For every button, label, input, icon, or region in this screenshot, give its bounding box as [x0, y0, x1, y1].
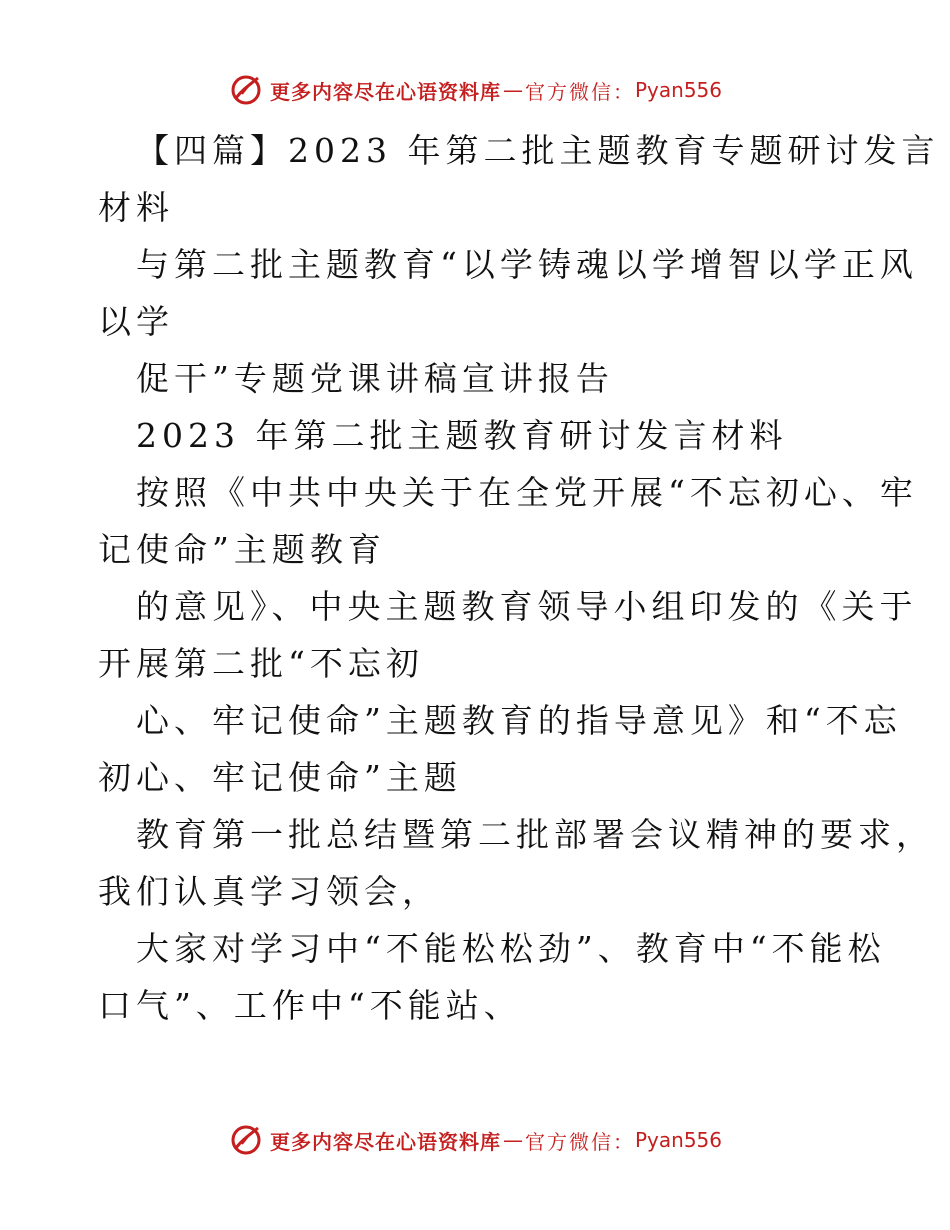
paragraph-line: 按照《中共中央关于在全党开展“不忘初心、牢: [136, 473, 918, 512]
title-line-2: 材料: [98, 188, 174, 227]
paragraph-line: 教育第一批总结暨第二批部署会议精神的要求，: [136, 815, 934, 854]
subtitle-line-2: 以学: [98, 302, 174, 341]
document-body: [98, 122, 940, 1034]
quill-swirl-icon: [228, 1122, 264, 1158]
watermark-separator: —: [502, 78, 523, 102]
section-heading: 2023 年第二批主题教育研讨发言材料: [136, 416, 788, 455]
paragraph-line: 心、牢记使命”主题教育的指导意见》和“不忘: [136, 701, 902, 740]
subtitle-line-3: 促干”专题党课讲稿宣讲报告: [136, 359, 614, 398]
subtitle-line-1: 与第二批主题教育“以学铸魂以学增智以学正风: [136, 245, 918, 284]
paragraph-line: 的意见》、中央主题教育领导小组印发的《关于: [136, 587, 918, 626]
footer-watermark: [0, 1120, 950, 1160]
watermark-sub-text: 官方微信：: [524, 79, 635, 104]
watermark-sub-text: 官方微信：: [524, 1129, 635, 1154]
paragraph-line: 初心、牢记使命”主题: [98, 758, 462, 797]
title-line-1: 【四篇】2023 年第二批主题教育专题研讨发言: [136, 131, 940, 170]
watermark-main-text: 更多内容尽在心语资料库: [269, 79, 501, 104]
paragraph-line: 大家对学习中“不能松松劲”、教育中“不能松: [136, 929, 886, 968]
watermark-wechat-id: Pyan556: [634, 1128, 722, 1152]
watermark-separator: —: [502, 1128, 523, 1152]
watermark-wechat-id: Pyan556: [634, 78, 722, 102]
paragraph-line: 我们认真学习领会，: [98, 872, 440, 911]
paragraph-line: 口气”、工作中“不能站、: [98, 986, 522, 1025]
paragraph-line: 记使命”主题教育: [98, 530, 386, 569]
watermark-main-text: 更多内容尽在心语资料库: [269, 1129, 501, 1154]
header-watermark: [0, 70, 950, 110]
paragraph-line: 开展第二批“不忘初: [98, 644, 424, 683]
quill-swirl-icon: [228, 72, 264, 108]
